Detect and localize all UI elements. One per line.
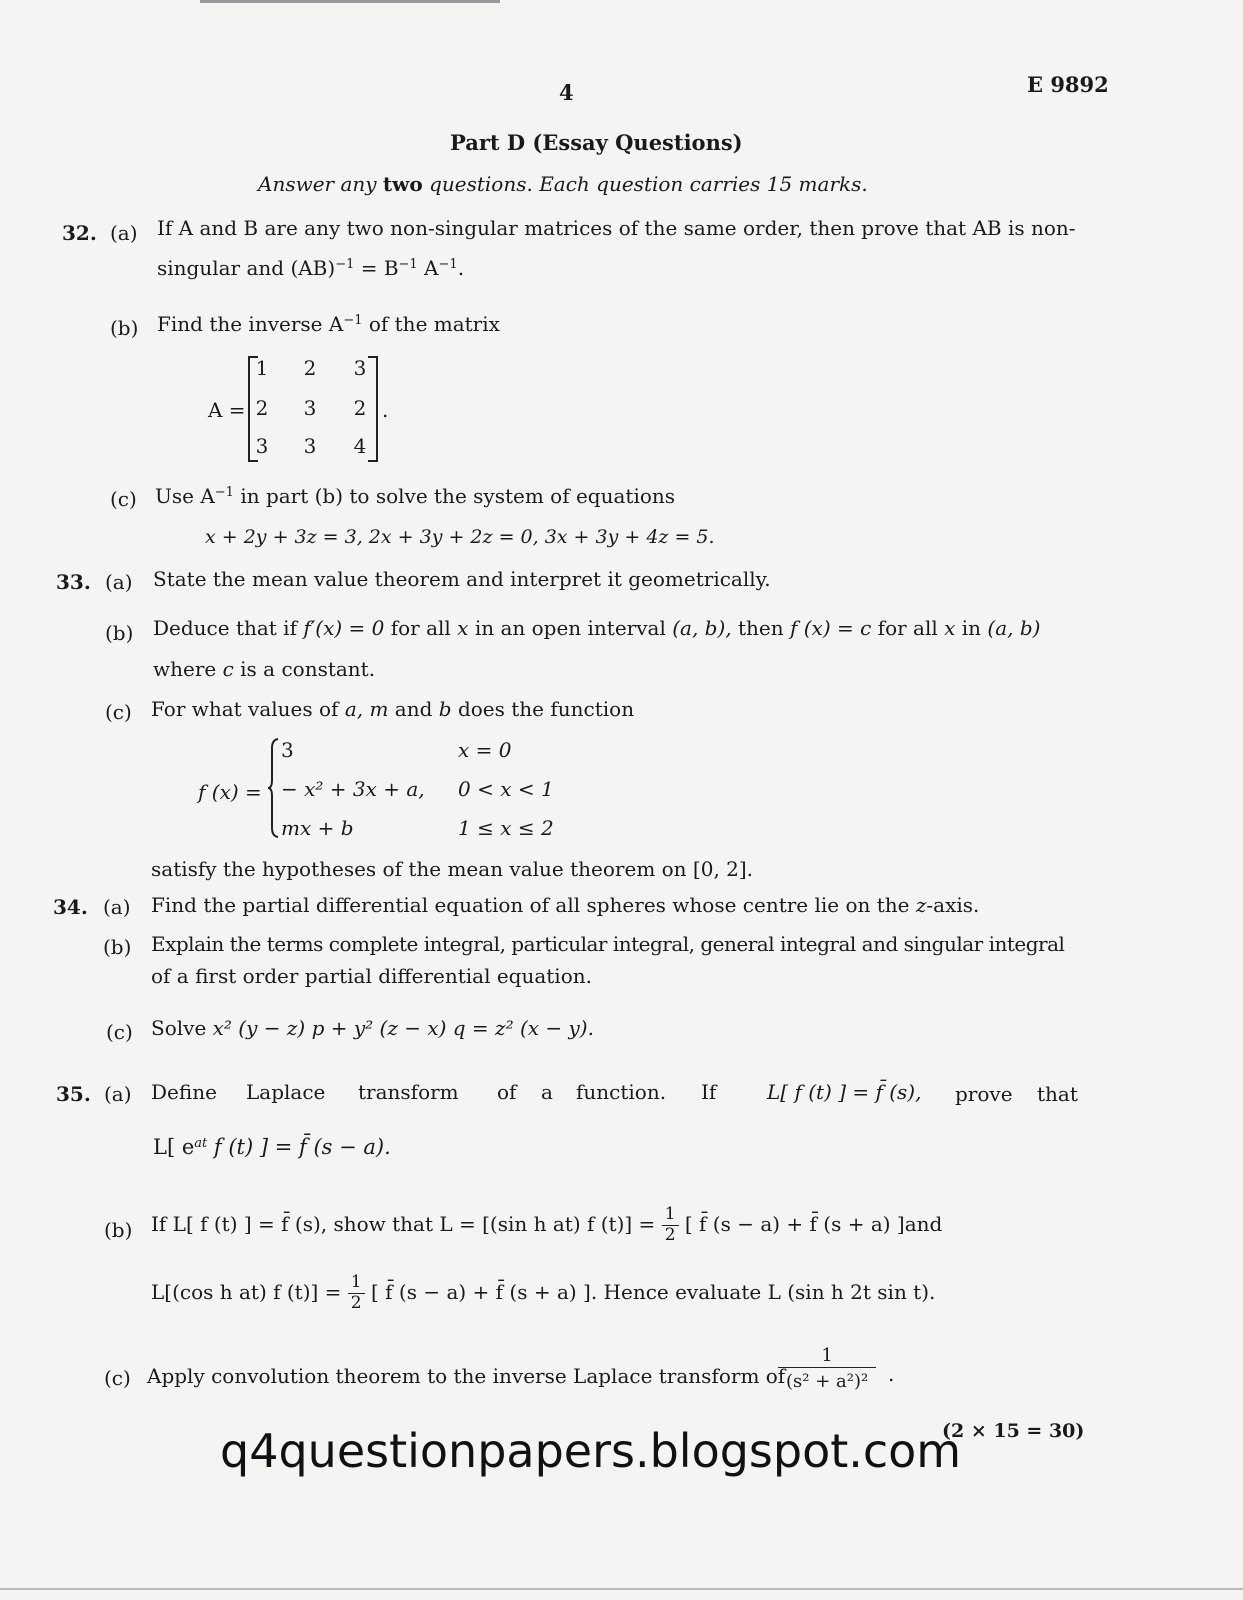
q35-a-line2: L[ $e^{at}$ f (t) ] = f̄ (s − a).	[153, 1135, 391, 1159]
q35-a-word: of	[497, 1080, 517, 1104]
matrix-cell: 2	[255, 396, 269, 420]
matrix-lhs: A =	[208, 398, 246, 422]
exam-code: E 9892	[1027, 72, 1109, 97]
fraction-denominator: (s² + a²)²	[786, 1371, 869, 1393]
matrix-cell: 3	[353, 356, 367, 380]
watermark: q4questionpapers.blogspot.com	[220, 1424, 962, 1478]
cases-brace	[268, 738, 278, 838]
question-32-number: 32.	[62, 221, 97, 245]
q34-a-label: (a)	[103, 895, 131, 919]
question-34-number: 34.	[53, 895, 88, 919]
q35-a-prove: prove	[955, 1082, 1013, 1106]
q35-c-fraction	[778, 1344, 876, 1394]
fraction-half: $\frac{1}{2}$	[662, 1205, 679, 1245]
matrix-cell: 3	[255, 434, 269, 458]
q34-b-line2: of a first order partial differential equation.	[151, 964, 592, 988]
bottom-edge-line	[0, 1588, 1243, 1590]
q35-a-word: Laplace	[246, 1080, 326, 1104]
q35-a-that: that	[1037, 1082, 1078, 1106]
q33-b-line2: where c is a constant.	[153, 657, 376, 681]
matrix-cell: 2	[303, 356, 317, 380]
fx-lhs: f (x) =	[198, 780, 262, 804]
q35-a-word: Define	[151, 1080, 217, 1104]
top-edge-shadow	[200, 0, 500, 3]
case-expr-1: 3	[281, 738, 294, 762]
q35-a-word: transform	[358, 1080, 459, 1104]
q33-b-line1: Deduce that if f′(x) = 0 for all x in an open interval (a, b), then f (x) = c for all x in (a, b)	[153, 616, 1041, 640]
case-expr-2: − x² + 3x + a,	[281, 777, 425, 801]
q35-c-text: Apply convolution theorem to the inverse Laplace transform of	[147, 1364, 786, 1388]
q35-a-word: If	[701, 1080, 717, 1104]
q32-b-text: Find the inverse $A^{-1}$ of the matrix	[157, 312, 500, 336]
q33-c-text: For what values of a, m and b does the function	[151, 697, 635, 721]
brace-icon	[268, 738, 280, 838]
case-cond-1: x = 0	[458, 738, 512, 762]
case-expr-3: mx + b	[281, 816, 354, 840]
question-35-number: 35.	[56, 1082, 91, 1106]
matrix-cell: 2	[353, 396, 367, 420]
q32-a-line1: If A and B are any two non-singular matrices of the same order, then prove that AB is non-	[157, 216, 1076, 240]
q33-c-tail: satisfy the hypotheses of the mean value theorem on [0, 2].	[151, 857, 754, 881]
matrix-cell: 1	[255, 356, 269, 380]
q33-a-text: State the mean value theorem and interpret it geometrically.	[153, 567, 771, 591]
q35-a-label: (a)	[104, 1082, 132, 1106]
q32-b-label: (b)	[110, 316, 139, 340]
q32-a-label: (a)	[110, 221, 138, 245]
case-cond-2: 0 < x < 1	[458, 777, 554, 801]
q34-c-text: Solve x² (y − z) p + y² (z − x) q = z² (x − y).	[151, 1016, 594, 1040]
matrix-cell: 3	[303, 396, 317, 420]
q34-a-text: Find the partial differential equation of all spheres whose centre lie on the z-axis.	[151, 893, 980, 917]
fraction-half: $\frac{1}{2}$	[348, 1273, 365, 1313]
page-number: 4	[559, 80, 574, 105]
instructions: Answer any two questions. Each question carries 15 marks.	[258, 172, 868, 196]
matrix-cell: 3	[303, 434, 317, 458]
matrix	[248, 356, 378, 462]
q35-b-line2: L[(cos h at) f (t)] = $\frac{1}{2}$ [ f̄ (s − a) + f̄ (s + a) ]. Hence evaluate L (sin h 2t sin t).	[151, 1272, 936, 1313]
q33-b-label: (b)	[105, 621, 134, 645]
q35-b-label: (b)	[104, 1218, 133, 1242]
q32-c-equations: x + 2y + 3z = 3, 2x + 3y + 2z = 0, 3x + 3y + 4z = 5.	[205, 526, 715, 548]
q33-c-label: (c)	[105, 700, 132, 724]
q34-b-line1: Explain the terms complete integral, particular integral, general integral and singular integral	[151, 932, 1065, 956]
q33-a-label: (a)	[105, 570, 133, 594]
case-cond-3: 1 ≤ x ≤ 2	[458, 816, 554, 840]
q35-a-word: function.	[576, 1080, 667, 1104]
matrix-end: .	[382, 398, 389, 422]
q35-c-label: (c)	[104, 1366, 131, 1390]
q34-b-label: (b)	[103, 935, 132, 959]
q32-c-text: Use $A^{-1}$ in part (b) to solve the system of equations	[155, 484, 676, 508]
q34-c-label: (c)	[106, 1020, 133, 1044]
q35-a-math: L[ f (t) ] = f̄ (s),	[767, 1080, 922, 1104]
marks: (2 × 15 = 30)	[942, 1420, 1085, 1442]
q35-c-end: .	[888, 1362, 895, 1386]
fraction-numerator: 1	[778, 1344, 876, 1368]
question-33-number: 33.	[56, 570, 91, 594]
matrix-cell: 4	[353, 434, 367, 458]
q35-b-line1: If L[ f (t) ] = f̄ (s), show that L = [(sin h at) f (t)] = $\frac{1}{2}$ [ f̄ (s − a) + f̄ (s + a) ]and	[151, 1204, 943, 1245]
q32-a-line2: singular and $(AB)^{-1} = B^{-1}$ $A^{-1}$.	[157, 256, 465, 280]
q35-a-word: a	[541, 1080, 553, 1104]
part-title: Part D (Essay Questions)	[450, 130, 743, 155]
q32-c-label: (c)	[110, 487, 137, 511]
